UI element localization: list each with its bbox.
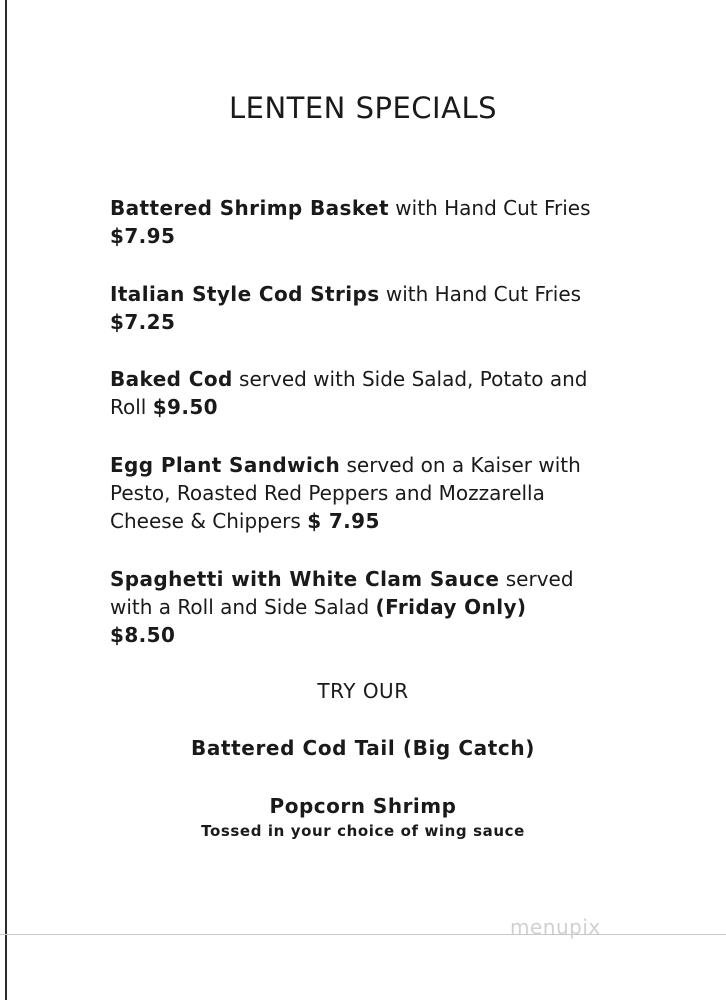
featured-item-cod-tail: Battered Cod Tail (Big Catch) <box>191 736 535 760</box>
menu-item-cod-strips <box>110 280 670 336</box>
item-description: served with a Roll and Side Salad <box>110 567 574 619</box>
item-name: Egg Plant Sandwich <box>110 453 341 477</box>
item-price: $7.95 <box>110 224 176 248</box>
item-name: Baked Cod <box>110 367 233 391</box>
item-name: Italian Style Cod Strips <box>110 282 380 306</box>
item-availability-note: (Friday Only) <box>375 595 527 619</box>
item-price: $ 7.95 <box>307 509 380 533</box>
item-name: Battered Shrimp Basket <box>110 196 389 220</box>
item-price: $7.25 <box>110 310 176 334</box>
item-description: served with Side Salad, Potato and Roll <box>110 367 588 419</box>
featured-item-popcorn-shrimp-description: Tossed in your choice of wing sauce <box>201 822 525 840</box>
item-name: Spaghetti with White Clam Sauce <box>110 567 500 591</box>
item-price: $9.50 <box>152 395 218 419</box>
watermark: menupix <box>510 915 601 939</box>
item-description: served on a Kaiser with Pesto, Roasted Red Peppers and Mozzarella Cheese & Chippers <box>110 453 581 533</box>
featured-item-popcorn-shrimp: Popcorn Shrimp <box>269 794 457 818</box>
item-price: $8.50 <box>110 623 176 647</box>
item-description: with Hand Cut Fries <box>379 282 582 306</box>
item-description: with Hand Cut Fries <box>388 196 591 220</box>
menu-item-baked-cod <box>110 365 610 421</box>
menu-item-shrimp-basket <box>110 194 670 250</box>
menu-item-egg-plant-sandwich <box>110 451 598 535</box>
menu-item-spaghetti-clam <box>110 565 590 649</box>
try-our-heading: TRY OUR <box>317 679 409 703</box>
page-title: LENTEN SPECIALS <box>228 91 498 125</box>
